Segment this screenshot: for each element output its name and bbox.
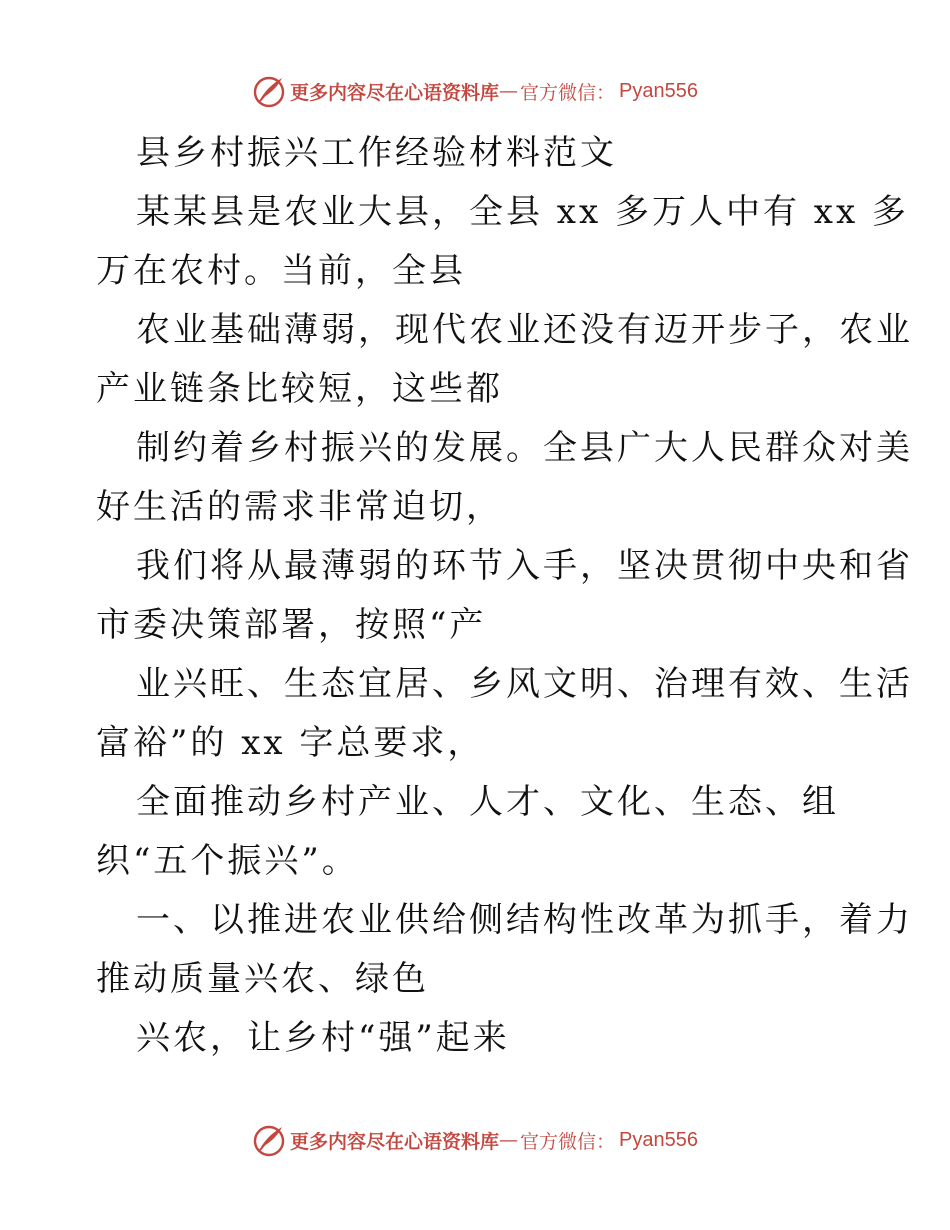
watermark-text: 更多内容尽在心语资料库 bbox=[290, 1130, 500, 1153]
paragraph-line: 富裕”的 xx 字总要求， bbox=[96, 723, 485, 763]
watermark-text: 更多内容尽在心语资料库 bbox=[290, 81, 500, 104]
quill-pen-circle-icon bbox=[252, 1123, 286, 1157]
paragraph-line: 万在农村。当前，全县 bbox=[96, 251, 466, 291]
paragraph-line: 织“五个振兴”。 bbox=[96, 841, 359, 881]
paragraph-line: 全面推动乡村产业、人才、文化、生态、组 bbox=[136, 782, 839, 822]
section-heading-line: 兴农，让乡村“强”起来 bbox=[136, 1018, 510, 1058]
document-title: 县乡村振兴工作经验材料范文 bbox=[136, 133, 617, 173]
paragraph-line: 我们将从最薄弱的环节入手，坚决贯彻中央和省 bbox=[136, 546, 913, 586]
paragraph-line: 农业基础薄弱，现代农业还没有迈开步子，农业 bbox=[136, 310, 913, 350]
paragraph-line: 好生活的需求非常迫切， bbox=[96, 487, 503, 527]
document-body bbox=[96, 124, 913, 1068]
section-heading-line: 推动质量兴农、绿色 bbox=[96, 959, 429, 999]
footer-watermark bbox=[0, 1120, 950, 1160]
watermark-dash: — bbox=[499, 1129, 519, 1151]
watermark-dash: — bbox=[499, 80, 519, 102]
watermark-wechat-id: Pyan556 bbox=[619, 1128, 698, 1151]
quill-pen-circle-icon bbox=[252, 74, 286, 108]
paragraph-line: 产业链条比较短，这些都 bbox=[96, 369, 503, 409]
paragraph-line: 业兴旺、生态宜居、乡风文明、治理有效、生活 bbox=[136, 664, 913, 704]
paragraph-line: 制约着乡村振兴的发展。全县广大人民群众对美 bbox=[136, 428, 913, 468]
paragraph-line: 某某县是农业大县，全县 xx 多万人中有 xx 多 bbox=[136, 192, 909, 232]
watermark-wechat-label: 官方微信： bbox=[520, 81, 616, 104]
paragraph-line: 市委决策部署，按照“产 bbox=[96, 605, 487, 645]
header-watermark bbox=[0, 71, 950, 111]
watermark-wechat-label: 官方微信： bbox=[520, 1130, 616, 1153]
section-heading-line: 一、以推进农业供给侧结构性改革为抓手，着力 bbox=[136, 900, 913, 940]
watermark-wechat-id: Pyan556 bbox=[619, 79, 698, 102]
